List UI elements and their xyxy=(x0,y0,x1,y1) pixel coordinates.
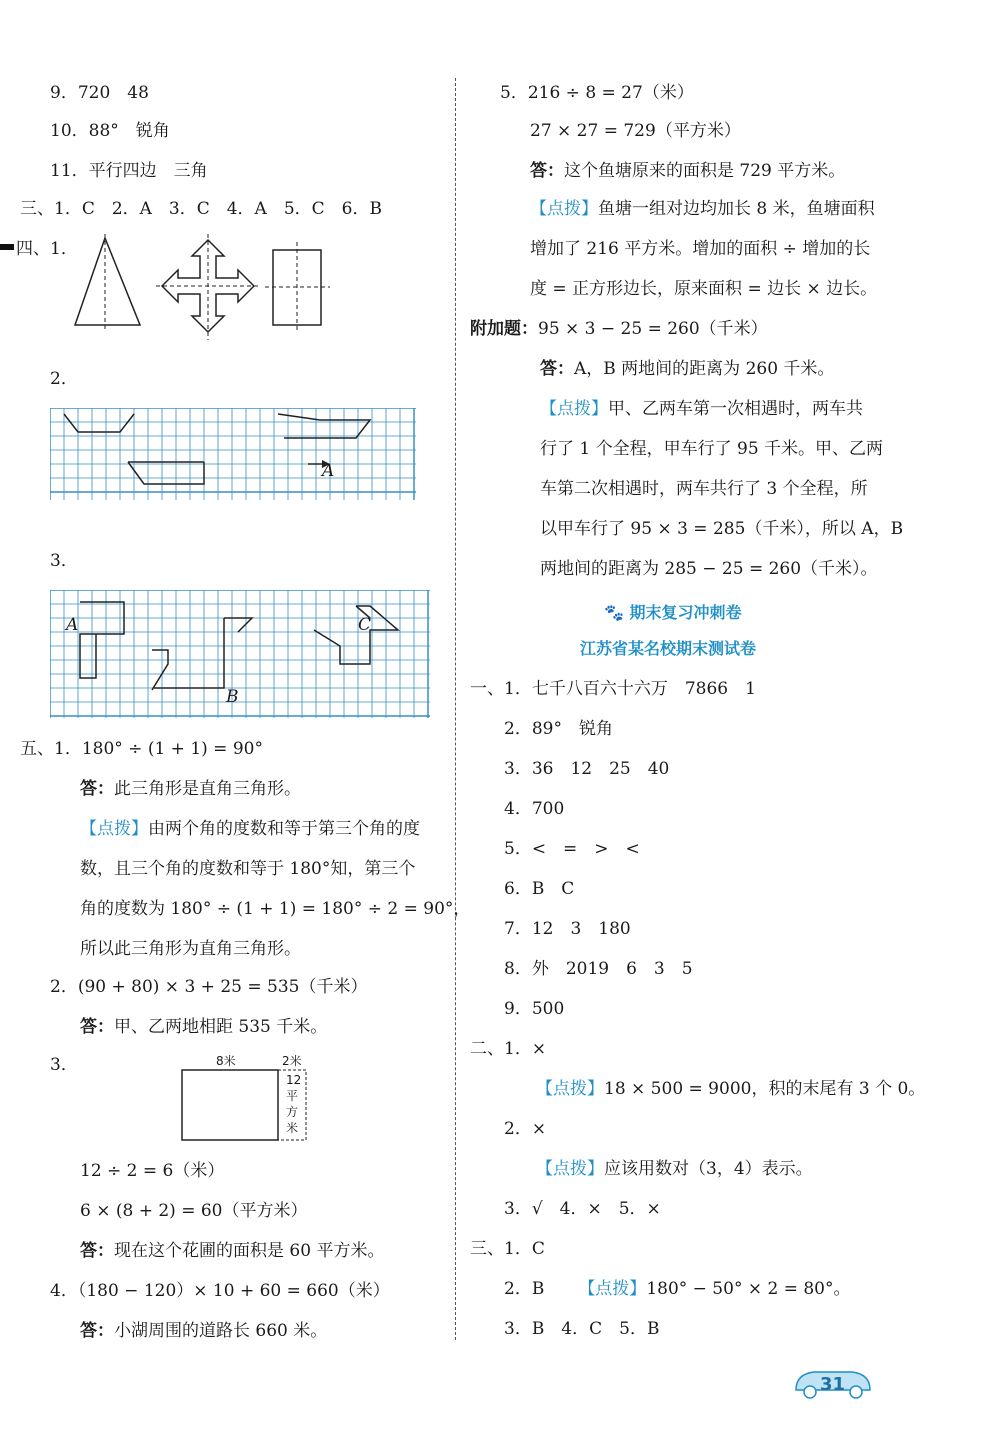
grid3-label-a: A xyxy=(66,615,79,635)
answer-line: 4．700 xyxy=(504,799,565,819)
answer-line: 9．500 xyxy=(504,999,565,1019)
answer-line xyxy=(80,778,301,800)
section-3-answers: 三、1．C 2．A 3．C 4．A 5．C 6．B xyxy=(20,199,382,219)
answer-text: 这个鱼塘原来的面积是 729 平方米。 xyxy=(564,161,846,181)
hint-text: 行了 1 个全程，甲车行了 95 千米。甲、乙两 xyxy=(540,439,884,459)
section-4-q1: 四、1． xyxy=(16,239,78,259)
hint-line xyxy=(80,818,420,840)
answer-line: 7．12 3 180 xyxy=(504,919,631,939)
hint-text: 应该用数对（3，4）表示。 xyxy=(604,1159,813,1179)
hint-text: 18 × 500 = 9000，积的末尾有 3 个 0。 xyxy=(604,1079,926,1099)
section-5-q2: 2．(90 + 80) × 3 + 25 = 535（千米） xyxy=(50,977,368,997)
hint-label: 【点拨】 xyxy=(80,819,148,839)
section-subtitle: 江苏省某名校期末测试卷 xyxy=(580,639,757,658)
answer-line xyxy=(80,1240,384,1262)
hint-text: 甲、乙两车第一次相遇时，两车共 xyxy=(608,399,863,419)
answer-9: 9．720 48 xyxy=(50,83,149,103)
hint-line xyxy=(536,1078,925,1100)
hint-text: 数，且三个角的度数和等于 180°知，第三个 xyxy=(80,859,416,879)
page-number-badge xyxy=(790,1360,880,1404)
margin-mark xyxy=(0,244,14,250)
answer-line: 一、1．七千八百六十六万 7866 1 xyxy=(470,679,756,699)
answer-label: 答： xyxy=(80,1241,114,1261)
grid3-label-c: C xyxy=(358,615,372,635)
answer-text: 小湖周围的道路长 660 米。 xyxy=(114,1321,328,1341)
calc-line: 6 × (8 + 2) = 60（平方米） xyxy=(80,1201,308,1221)
bonus-label: 附加题： xyxy=(470,319,538,339)
hint-text: 180° − 50° × 2 = 80°。 xyxy=(646,1279,851,1299)
garden-label-2m: 2米 xyxy=(282,1054,302,1068)
hint-line xyxy=(536,1158,813,1180)
section-5-q1: 五、1．180° ÷ (1 + 1) = 90° xyxy=(20,739,263,759)
column-divider xyxy=(455,78,456,1340)
section-4-q2: 2． xyxy=(50,369,78,389)
answer-line xyxy=(504,1278,851,1300)
rotation-grid xyxy=(50,590,430,718)
hint-label: 【点拨】 xyxy=(578,1279,647,1299)
answer-line: 3．36 12 25 40 xyxy=(504,759,670,779)
hint-text: 鱼塘一组对边均加长 8 米，鱼塘面积 xyxy=(598,199,875,219)
answer-label: 答： xyxy=(80,779,114,799)
section-title xyxy=(604,602,742,624)
answer-text: 甲、乙两地相距 535 千米。 xyxy=(114,1017,328,1037)
hint-text: 度 = 正方形边长，原来面积 = 边长 × 边长。 xyxy=(530,279,878,299)
answer-11: 11．平行四边 三角 xyxy=(50,161,208,181)
answer-text: A，B 两地间的距离为 260 千米。 xyxy=(574,359,835,379)
area-label-char: 平 xyxy=(286,1089,299,1103)
answer-label: 答： xyxy=(80,1321,114,1341)
calc-line: 12 ÷ 2 = 6（米） xyxy=(80,1161,225,1181)
hint-label: 【点拨】 xyxy=(530,199,598,219)
answer-line xyxy=(530,160,845,182)
answer-line xyxy=(80,1016,327,1038)
answer-line: 2．× xyxy=(504,1119,547,1139)
grid3-label-b: B xyxy=(226,687,239,707)
answer-label: 答： xyxy=(540,359,574,379)
hint-label: 【点拨】 xyxy=(536,1159,604,1179)
section-title-text: 期末复习冲刺卷 xyxy=(629,603,742,622)
grid2-label-a: A xyxy=(322,461,335,481)
answer-line: 三、1．C xyxy=(470,1239,545,1259)
page-number: 31 xyxy=(820,1374,846,1395)
grid-lines xyxy=(50,408,416,500)
hint-text: 所以此三角形为直角三角形。 xyxy=(80,939,301,959)
bonus-line xyxy=(470,318,768,340)
answer-line xyxy=(540,358,834,380)
answer-label: 答： xyxy=(80,1017,114,1037)
hint-text: 两地间的距离为 285 − 25 = 260（千米）。 xyxy=(540,559,878,579)
hint-line xyxy=(540,398,863,420)
answer-line: 3．√ 4．× 5．× xyxy=(504,1199,661,1219)
hint-text: 增加了 216 平方米。增加的面积 ÷ 增加的长 xyxy=(530,239,871,259)
section-4-q3: 3． xyxy=(50,551,78,571)
bonus-text: 95 × 3 − 25 = 260（千米） xyxy=(538,319,768,339)
calc-line: 27 × 27 = 729（平方米） xyxy=(530,121,741,141)
hint-text: 以甲车行了 95 × 3 = 285（千米），所以 A，B xyxy=(540,519,904,539)
paw-icon: 🐾 xyxy=(604,603,630,622)
answer-line xyxy=(80,1320,327,1342)
answer-line: 2．89° 锐角 xyxy=(504,719,613,739)
answer-line: 二、1．× xyxy=(470,1039,547,1059)
section-5-q4: 4．（180 − 120）× 10 + 60 = 660（米） xyxy=(50,1281,390,1301)
translation-grid xyxy=(50,408,416,500)
section-5-q3: 3． xyxy=(50,1055,78,1075)
area-label-char: 方 xyxy=(286,1105,299,1119)
area-label-char: 12 xyxy=(286,1073,302,1087)
garden-label-area xyxy=(286,1072,301,1136)
answer-line: 6．B C xyxy=(504,879,575,899)
hint-text: 车第二次相遇时，两车共行了 3 个全程，所 xyxy=(540,479,868,499)
answer-label: 答： xyxy=(530,161,564,181)
hint-text: 角的度数为 180° ÷ (1 + 1) = 180° ÷ 2 = 90°， xyxy=(80,899,471,919)
garden-label-8m: 8米 xyxy=(216,1054,236,1068)
answer-text: 现在这个花圃的面积是 60 平方米。 xyxy=(114,1241,385,1261)
hint-text: 由两个角的度数和等于第三个角的度 xyxy=(148,819,420,839)
answer-line: 3．B 4．C 5．B xyxy=(504,1319,660,1339)
symmetry-figures xyxy=(60,230,350,350)
hint-label: 【点拨】 xyxy=(536,1079,604,1099)
answer-text: 此三角形是直角三角形。 xyxy=(114,779,301,799)
answer-10: 10．88° 锐角 xyxy=(50,121,170,141)
hint-line xyxy=(530,198,875,220)
answer-line: 5．< = > < xyxy=(504,839,640,859)
area-label-char: 米 xyxy=(286,1121,299,1135)
answer-text: 2．B xyxy=(504,1279,545,1299)
hint-label: 【点拨】 xyxy=(540,399,608,419)
calc-line: 5．216 ÷ 8 = 27（米） xyxy=(500,83,694,103)
answer-line: 8．外 2019 6 3 5 xyxy=(504,959,693,979)
